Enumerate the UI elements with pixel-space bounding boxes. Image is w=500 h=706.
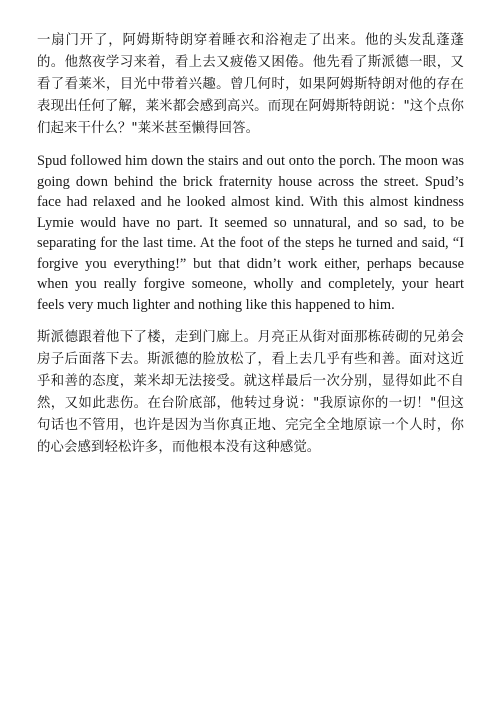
paragraph-english: Spud followed him down the stairs and out onto the porch. The moon was going down behind the brick fraternity house across the street. Spud’s face had relaxed and he looked almost kind. With this almost kindness Lymie would have no part. It seemed so unnatural, and so sad, to be separating for the last time. At the foot of the steps he turned and said, “I forgive you everything!” but that didn’t work either, perhaps because when you really forgive someone, wholly and completely, your heart feels very much lighter and nothing like this happened to him.	[37, 153, 464, 313]
paragraph-chinese-2: 斯派德跟着他下了楼，走到门廊上。月亮正从街对面那栋砖砌的兄弟会房子后面落下去。斯派德的脸放松了，看上去几乎有些和善。面对这近乎和善的态度，莱米却无法接受。就这样最后一次分别，显得如此不自然，又如此悲伤。在台阶底部，他转过身说："我原谅你的一切！"但这句话也不管用，也许是因为当你真正地、完完全全地原谅一个人时，你的心会感到轻松许多，而他根本没有这种感觉。	[37, 330, 464, 455]
paragraph-chinese-1: 一扇门开了，阿姆斯特朗穿着睡衣和浴袍走了出来。他的头发乱蓬蓬的。他熬夜学习来着，看上去又疲倦又困倦。他先看了斯派德一眼，又看了看莱米，目光中带着兴趣。曾几何时，如果阿姆斯特朗对他的存在表现出任何了解，莱米都会感到高兴。而现在阿姆斯特朗说："这个点你们起来干什么？"莱米甚至懒得回答。	[37, 33, 464, 136]
